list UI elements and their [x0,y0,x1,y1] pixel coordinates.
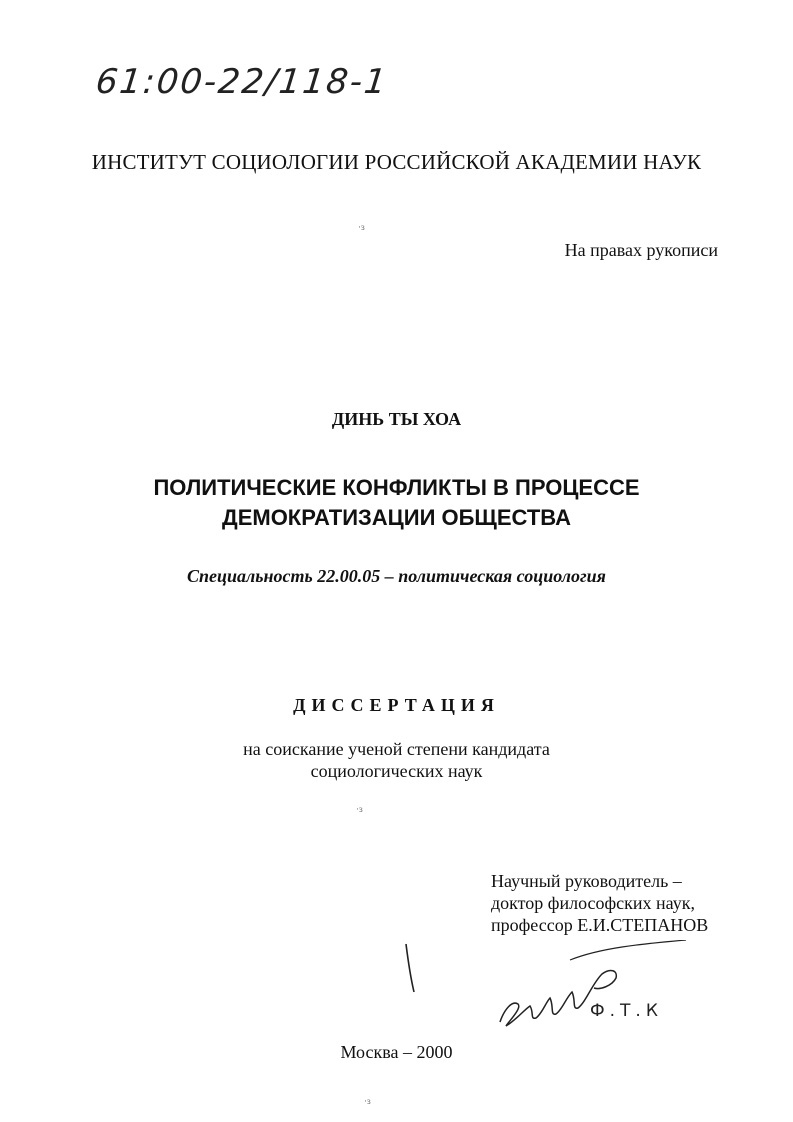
rights-note: На правах рукописи [564,240,718,260]
archive-stamp-number: 61:00-22/118-1 [93,62,390,102]
degree-line-1: на соискание ученой степени кандидата [243,739,550,759]
scan-speck: ·ɜ [358,222,365,232]
institute-name: ИНСТИТУТ СОЦИОЛОГИИ РОССИЙСКОЙ АКАДЕМИИ НАУК [91,150,702,174]
title-line-2: ДЕМОКРАТИЗАЦИИ ОБЩЕСТВА [222,505,571,530]
advisor-line-3: профессор Е.И.СТЕПАНОВ [491,915,709,935]
work-type-heading: ДИССЕРТАЦИЯ [293,695,500,715]
degree-statement [0,738,793,782]
pen-stroke-mark [400,940,430,1000]
city-year: Москва – 2000 [340,1042,453,1062]
dissertation-title [0,473,793,533]
title-line-1: ПОЛИТИЧЕСКИЕ КОНФЛИКТЫ В ПРОЦЕССЕ [153,475,640,500]
advisor-line-1: Научный руководитель – [491,871,682,891]
degree-line-2: социологических наук [310,761,483,781]
advisor-signature [490,940,690,1040]
scan-speck: ·ɜ [356,804,363,814]
scan-speck: ·ɜ [364,1096,371,1106]
signature-note: Ф.Т.К [590,1001,663,1021]
advisor-line-2: доктор философских наук, [491,893,695,913]
specialty-line: Специальность 22.00.05 – политическая социология [187,566,606,586]
author-name: ДИНЬ ТЫ ХОА [331,409,462,429]
scientific-advisor [491,870,708,936]
